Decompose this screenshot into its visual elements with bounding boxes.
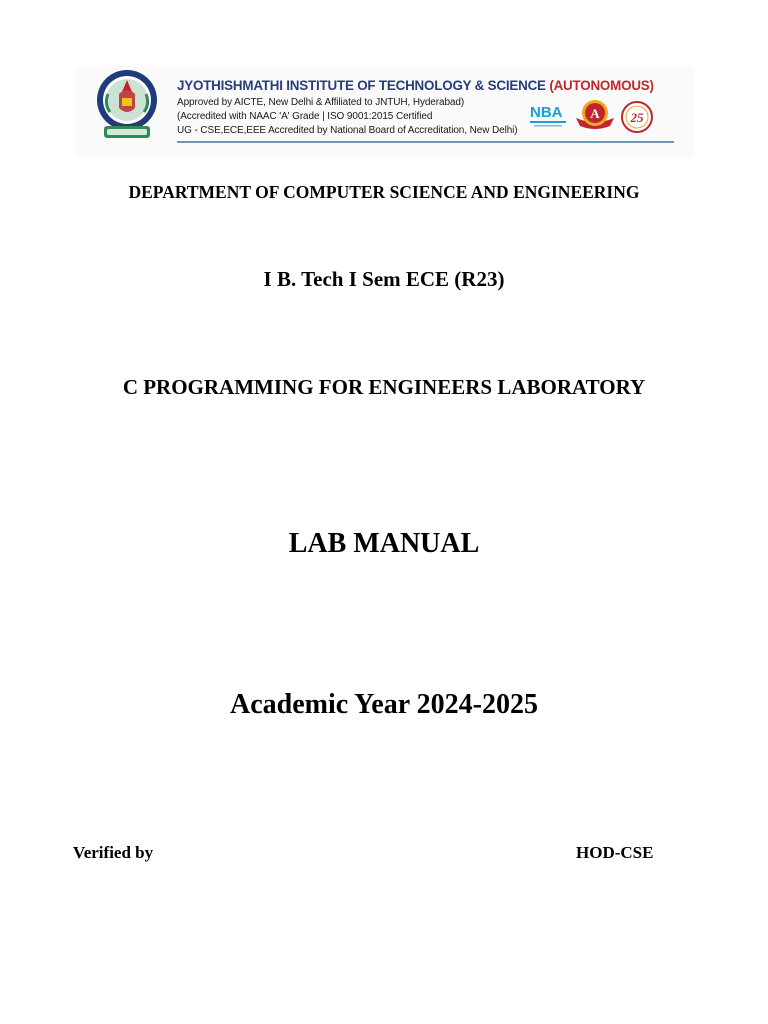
institute-name (177, 78, 654, 93)
naac-a-grade-badge (574, 96, 616, 134)
svg-text:A: A (590, 106, 600, 121)
accreditation-line: (Accredited with NAAC 'A' Grade | ISO 9001:2015 Certified (177, 111, 433, 122)
programs-accreditation-line: UG - CSE,ECE,EEE Accredited by National Board of Accreditation, New Delhi) (177, 125, 518, 136)
institute-name-text: JYOTHISHMATHI INSTITUTE OF TECHNOLOGY & SCIENCE (177, 78, 546, 93)
verified-by-label: Verified by (73, 843, 154, 862)
signatory-label: HOD-CSE (576, 843, 654, 862)
25-years-badge (620, 100, 654, 134)
svg-text:NBA: NBA (530, 104, 563, 121)
academic-year: Academic Year 2024-2025 (230, 689, 538, 720)
lab-course-title: C PROGRAMMING FOR ENGINEERS LABORATORY (122, 375, 646, 399)
approval-line: Approved by AICTE, New Delhi & Affiliated to JNTUH, Hyderabad) (177, 97, 465, 108)
document-type-title: LAB MANUAL (288, 528, 480, 559)
course-title: I B. Tech I Sem ECE (R23) (263, 267, 505, 291)
institute-header-banner (76, 66, 694, 158)
department-title: DEPARTMENT OF COMPUTER SCIENCE AND ENGINEERING (128, 182, 640, 202)
autonomous-label: (AUTONOMOUS) (549, 78, 654, 93)
header-divider (177, 141, 674, 143)
nba-logo (528, 102, 568, 130)
institute-crest-logo (92, 68, 162, 144)
svg-text:25: 25 (630, 110, 644, 125)
